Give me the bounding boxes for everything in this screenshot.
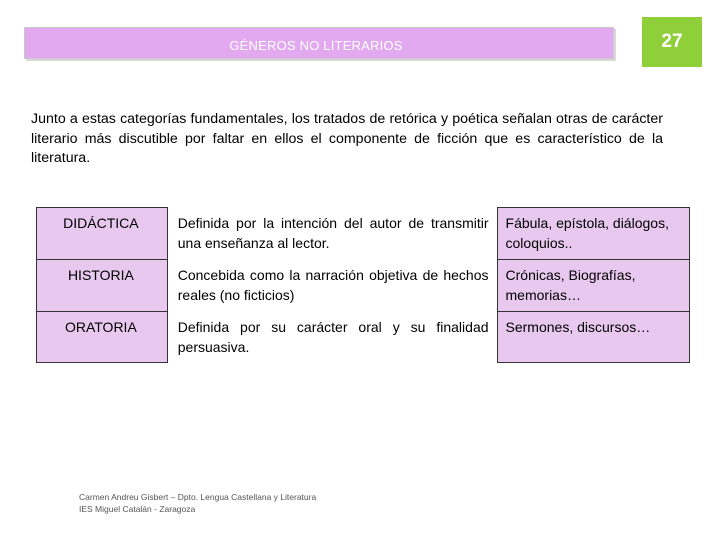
slide-title: GÉNEROS NO LITERARIOS [229, 37, 403, 53]
page-number: 27 [661, 31, 683, 52]
footer-author: Carmen Andreu Gisbert – Dpto. Lengua Castellana y Literatura [79, 492, 317, 502]
genre-cell: DIDÁCTICA [37, 208, 168, 260]
page-number-badge [642, 17, 702, 67]
footer-credits [79, 491, 316, 515]
definition-cell: Definida por su carácter oral y su finalidad persuasiva. [167, 312, 497, 363]
table-row [37, 260, 690, 312]
footer-school: IES Miguel Catalán - Zaragoza [79, 504, 196, 514]
genres-table [36, 207, 690, 363]
genre-cell: ORATORIA [37, 312, 168, 363]
examples-cell: Crónicas, Biografías, memorias… [497, 260, 689, 312]
genre-cell: HISTORIA [37, 260, 168, 312]
intro-paragraph: Junto a estas categorías fundamentales, los tratados de retórica y poética señalan otras de carácter literario más discutible por faltar en ellos el componente de ficción que es característico de la literatura. [31, 111, 663, 167]
definition-cell: Definida por la intención del autor de transmitir una enseñanza al lector. [167, 208, 497, 260]
title-bar [24, 27, 614, 59]
examples-cell: Sermones, discursos… [497, 312, 689, 363]
examples-cell: Fábula, epístola, diálogos, coloquios.. [497, 208, 689, 260]
table-row [37, 208, 690, 260]
definition-cell: Concebida como la narración objetiva de hechos reales (no ficticios) [167, 260, 497, 312]
table-row [37, 312, 690, 363]
